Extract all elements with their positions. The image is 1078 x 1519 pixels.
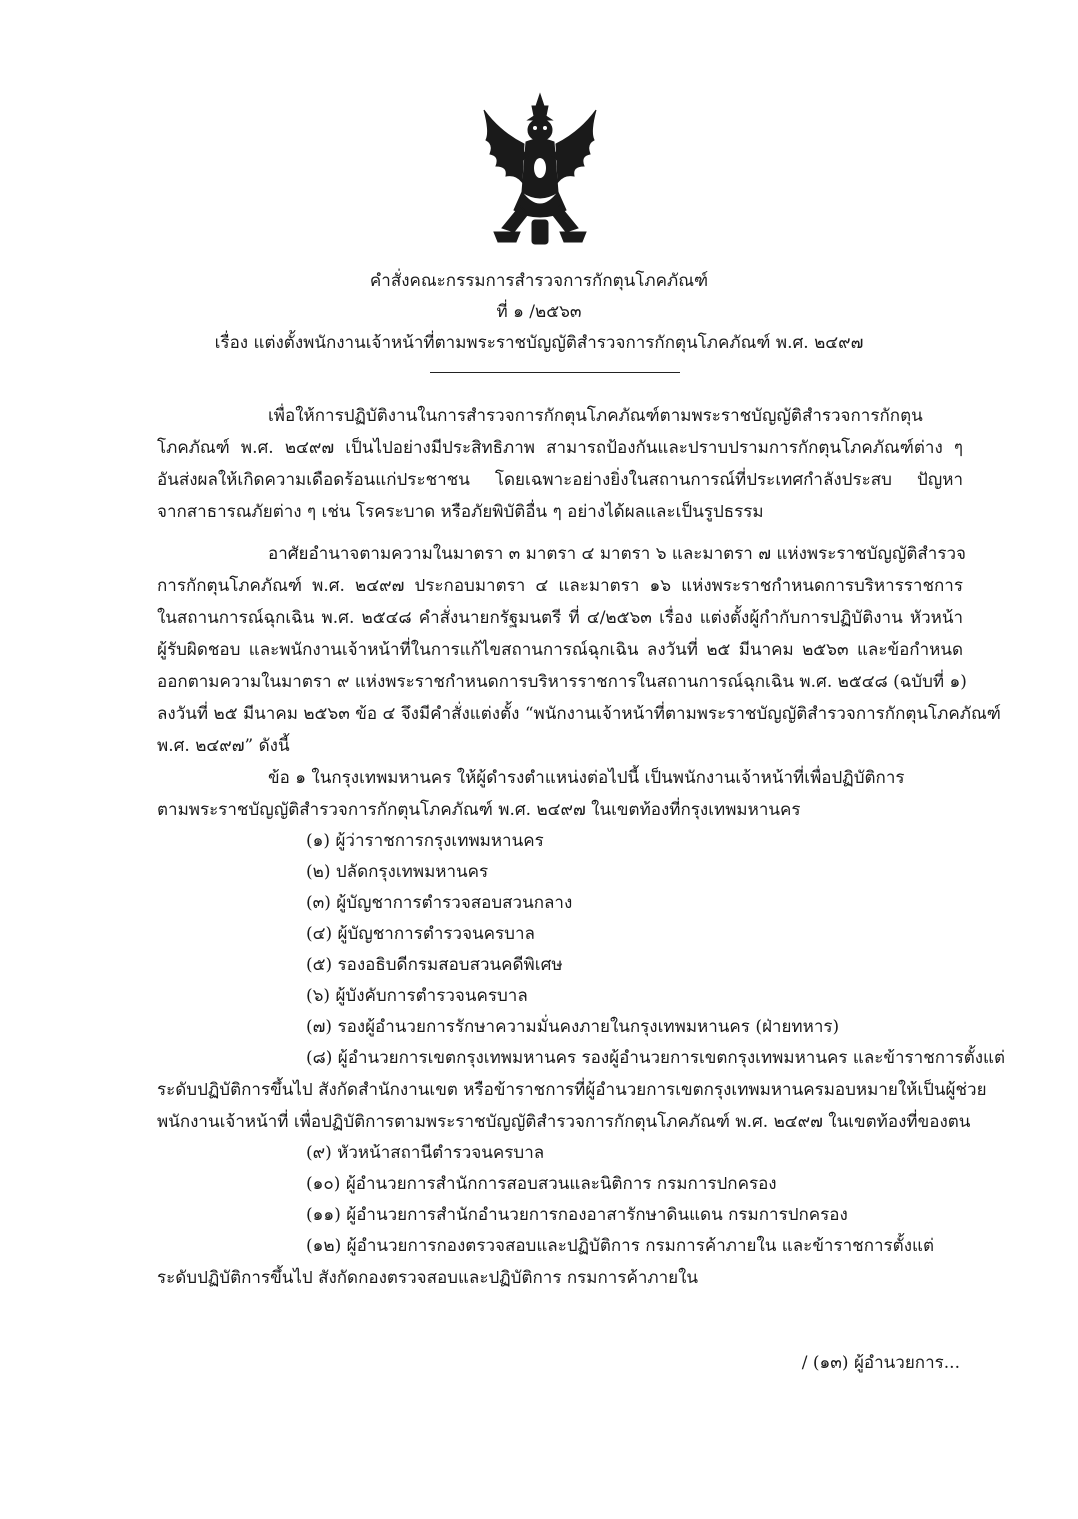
list-item: (๔) ผู้บัญชาการตำรวจนครบาล (306, 924, 535, 944)
body-line: อาศัยอำนาจตามความในมาตรา ๓ มาตรา ๔ มาตรา ๖ และมาตรา ๗ แห่งพระราชบัญญัติสำรวจ (268, 544, 966, 564)
body-line: ออกตามความในมาตรา ๙ แห่งพระราชกำหนดการบริหารราชการในสถานการณ์ฉุกเฉิน พ.ศ. ๒๕๔๘ (ฉบับที่ ๑) (157, 672, 967, 692)
body-line: จากสาธารณภัยต่าง ๆ เช่น โรคระบาด หรือภัยพิบัติอื่น ๆ อย่างได้ผลและเป็นรูปธรรม (157, 502, 764, 522)
order-title: คำสั่งคณะกรรมการสำรวจการกักตุนโภคภัณฑ์ (369, 271, 709, 291)
list-item: (๑) ผู้ว่าราชการกรุงเทพมหานคร (306, 831, 544, 851)
body-line: ระดับปฏิบัติการขึ้นไป สังกัดสำนักงานเขต หรือข้าราชการที่ผู้อำนวยการเขตกรุงเทพมหานครมอบหมายให้เป็นผู้ช่วย (157, 1080, 987, 1100)
list-item: (๕) รองอธิบดีกรมสอบสวนคดีพิเศษ (306, 955, 563, 975)
order-number: ที่ ๑ /๒๕๖๓ (496, 302, 582, 322)
continuation-note: / (๑๓) ผู้อำนวยการ... (801, 1353, 960, 1373)
body-line: ลงวันที่ ๒๕ มีนาคม ๒๕๖๓ ข้อ ๔ จึงมีคำสั่งแต่งตั้ง “พนักงานเจ้าหน้าที่ตามพระราชบัญญัติสำรวจการกักตุนโภคภัณฑ์ (157, 704, 1001, 724)
body-line: พนักงานเจ้าหน้าที่ เพื่อปฏิบัติการตามพระราชบัญญัติสำรวจการกักตุนโภคภัณฑ์ พ.ศ. ๒๔๙๗ ในเขตท้องที่ของตน (157, 1112, 971, 1132)
list-item: (๑๐) ผู้อำนวยการสำนักการสอบสวนและนิติการ กรมการปกครอง (306, 1174, 777, 1194)
list-item: (๗) รองผู้อำนวยการรักษาความมั่นคงภายในกรุงเทพมหานคร (ฝ่ายทหาร) (306, 1017, 840, 1037)
body-line: การกักตุนโภคภัณฑ์ พ.ศ. ๒๔๙๗ ประกอบมาตรา ๔ และมาตรา ๑๖ แห่งพระราชกำหนดการบริหารราชการ (157, 576, 963, 596)
body-line: ตามพระราชบัญญัติสำรวจการกักตุนโภคภัณฑ์ พ.ศ. ๒๔๙๗ ในเขตท้องที่กรุงเทพมหานคร (157, 800, 801, 820)
title-divider (430, 372, 680, 373)
list-item: (๘) ผู้อำนวยการเขตกรุงเทพมหานคร รองผู้อำนวยการเขตกรุงเทพมหานคร และข้าราชการตั้งแต่ (306, 1048, 1006, 1068)
list-item: (๒) ปลัดกรุงเทพมหานคร (306, 862, 489, 882)
body-line: โภคภัณฑ์ พ.ศ. ๒๔๙๗ เป็นไปอย่างมีประสิทธิภาพ สามารถป้องกันและปราบปรามการกักตุนโภคภัณฑ์ต่าง ๆ (157, 438, 963, 458)
list-item: (๓) ผู้บัญชาการตำรวจสอบสวนกลาง (306, 893, 573, 913)
body-line: พ.ศ. ๒๔๙๗” ดังนี้ (157, 736, 290, 756)
garuda-emblem-icon (480, 92, 600, 250)
body-line: ผู้รับผิดชอบ และพนักงานเจ้าหน้าที่ในการแก้ไขสถานการณ์ฉุกเฉิน ลงวันที่ ๒๕ มีนาคม ๒๕๖๓ และข้อกำหนด (157, 640, 963, 660)
list-item: (๙) หัวหน้าสถานีตำรวจนครบาล (306, 1143, 545, 1163)
body-line: ระดับปฏิบัติการขึ้นไป สังกัดกองตรวจสอบและปฏิบัติการ กรมการค้าภายใน (157, 1268, 699, 1288)
body-line: ในสถานการณ์ฉุกเฉิน พ.ศ. ๒๕๔๘ คำสั่งนายกรัฐมนตรี ที่ ๔/๒๕๖๓ เรื่อง แต่งตั้งผู้กำกับการปฏิบัติงาน หัวหน้า (157, 608, 963, 628)
list-item: (๖) ผู้บังคับการตำรวจนครบาล (306, 986, 528, 1006)
clause-heading: ข้อ ๑ ในกรุงเทพมหานคร ให้ผู้ดำรงตำแหน่งต่อไปนี้ เป็นพนักงานเจ้าหน้าที่เพื่อปฏิบัติการ (268, 768, 905, 788)
order-subject: เรื่อง แต่งตั้งพนักงานเจ้าหน้าที่ตามพระราชบัญญัติสำรวจการกักตุนโภคภัณฑ์ พ.ศ. ๒๔๙๗ (214, 333, 864, 353)
body-line: เพื่อให้การปฏิบัติงานในการสำรวจการกักตุนโภคภัณฑ์ตามพระราชบัญญัติสำรวจการกักตุน (268, 406, 923, 426)
body-line: อันส่งผลให้เกิดความเดือดร้อนแก่ประชาชน โดยเฉพาะอย่างยิ่งในสถานการณ์ที่ประเทศกำลังประสบ ปัญหา (157, 470, 963, 490)
list-item: (๑๑) ผู้อำนวยการสำนักอำนวยการกองอาสารักษาดินแดน กรมการปกครอง (306, 1205, 848, 1225)
list-item: (๑๒) ผู้อำนวยการกองตรวจสอบและปฏิบัติการ กรมการค้าภายใน และข้าราชการตั้งแต่ (306, 1236, 935, 1256)
